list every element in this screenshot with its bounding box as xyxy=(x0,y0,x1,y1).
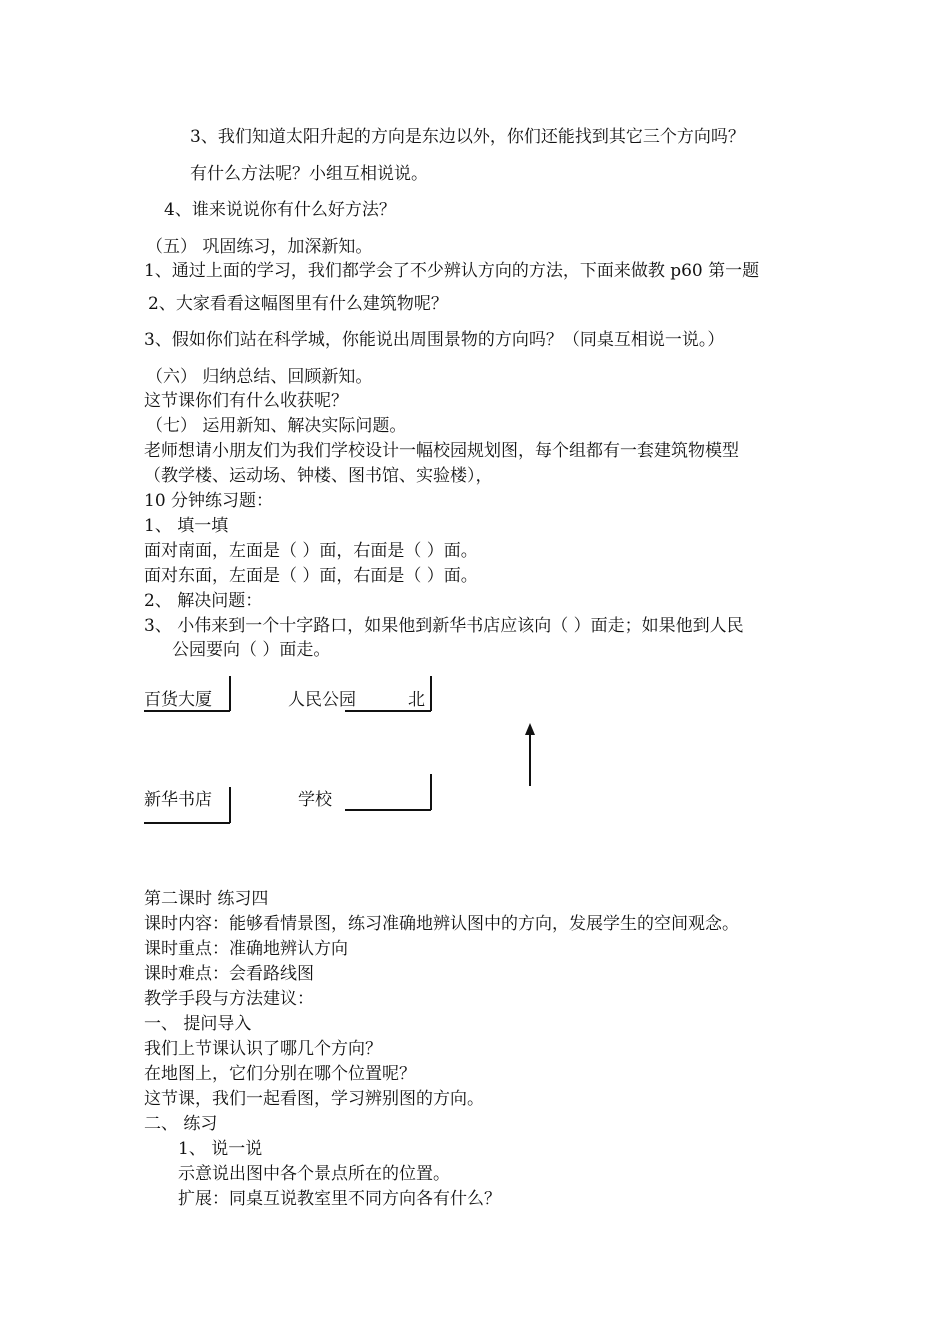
text-line: 示意说出图中各个景点所在的位置。 xyxy=(178,1164,450,1184)
text-line: 老师想请小朋友们为我们学校设计一幅校园规划图，每个组都有一套建筑物模型 xyxy=(144,441,739,461)
section-heading: （五） 巩固练习，加深新知。 xyxy=(146,237,373,257)
text-line: 公园要向（ ）面走。 xyxy=(172,640,331,660)
map-line xyxy=(430,774,432,810)
text-line: 课时内容：能够看情景图，练习准确地辨认图中的方向，发展学生的空间观念。 xyxy=(144,914,739,934)
section-heading: 一、 提问导入 xyxy=(144,1014,252,1034)
text-line: 有什么方法呢？小组互相说说。 xyxy=(190,164,428,184)
label-school: 学校 xyxy=(298,790,332,810)
text-line: 教学手段与方法建议： xyxy=(144,989,314,1009)
label-department-store: 百货大厦 xyxy=(144,690,212,710)
label-peoples-park: 人民公园 xyxy=(288,690,356,710)
map-line xyxy=(144,710,230,712)
map-line xyxy=(345,809,431,811)
text-line: 2、大家看看这幅图里有什么建筑物呢？ xyxy=(148,294,448,314)
lesson-title: 第二课时 练习四 xyxy=(144,889,269,909)
section-heading: （六） 归纳总结、回顾新知。 xyxy=(146,367,373,387)
text-line: （教学楼、运动场、钟楼、图书馆、实验楼）， xyxy=(144,466,493,486)
text-line: 这节课你们有什么收获呢？ xyxy=(144,391,348,411)
text-line: 课时难点：会看路线图 xyxy=(144,964,314,984)
text-line: 这节课，我们一起看图，学习辨别图的方向。 xyxy=(144,1089,484,1109)
text-line: 10 分钟练习题： xyxy=(144,491,274,511)
map-line xyxy=(144,822,230,824)
text-line: 1、 填一填 xyxy=(144,516,229,536)
text-line: 扩展：同桌互说教室里不同方向各有什么？ xyxy=(178,1189,501,1209)
text-line: 2、 解决问题： xyxy=(144,591,263,611)
label-north: 北 xyxy=(408,690,425,710)
section-heading: （七） 运用新知、解决实际问题。 xyxy=(146,416,407,436)
text-line: 3、我们知道太阳升起的方向是东边以外，你们还能找到其它三个方向吗？ xyxy=(190,127,745,147)
north-arrow-shaft xyxy=(529,733,531,786)
section-heading: 二、 练习 xyxy=(144,1114,218,1134)
map-line xyxy=(345,710,431,712)
text-line: 3、假如你们站在科学城，你能说出周围景物的方向吗？（同桌互相说一说。） xyxy=(144,330,725,350)
text-line: 1、 说一说 xyxy=(178,1139,263,1159)
map-line xyxy=(229,676,231,711)
map-line xyxy=(430,676,432,711)
text-line: 面对南面，左面是（ ）面，右面是（ ）面。 xyxy=(144,541,478,561)
map-line xyxy=(229,787,231,823)
text-line: 在地图上，它们分别在哪个位置呢？ xyxy=(144,1064,416,1084)
text-line: 1、通过上面的学习，我们都学会了不少辨认方向的方法，下面来做教 p60 第一题 xyxy=(144,261,760,281)
text-line: 3、 小伟来到一个十字路口，如果他到新华书店应该向（ ）面走；如果他到人民 xyxy=(144,616,744,636)
text-line: 我们上节课认识了哪几个方向？ xyxy=(144,1039,382,1059)
text-line: 4、谁来说说你有什么好方法？ xyxy=(164,200,396,220)
text-line: 课时重点：准确地辨认方向 xyxy=(144,939,348,959)
text-line: 面对东面，左面是（ ）面，右面是（ ）面。 xyxy=(144,566,478,586)
label-xinhua-bookstore: 新华书店 xyxy=(144,790,212,810)
